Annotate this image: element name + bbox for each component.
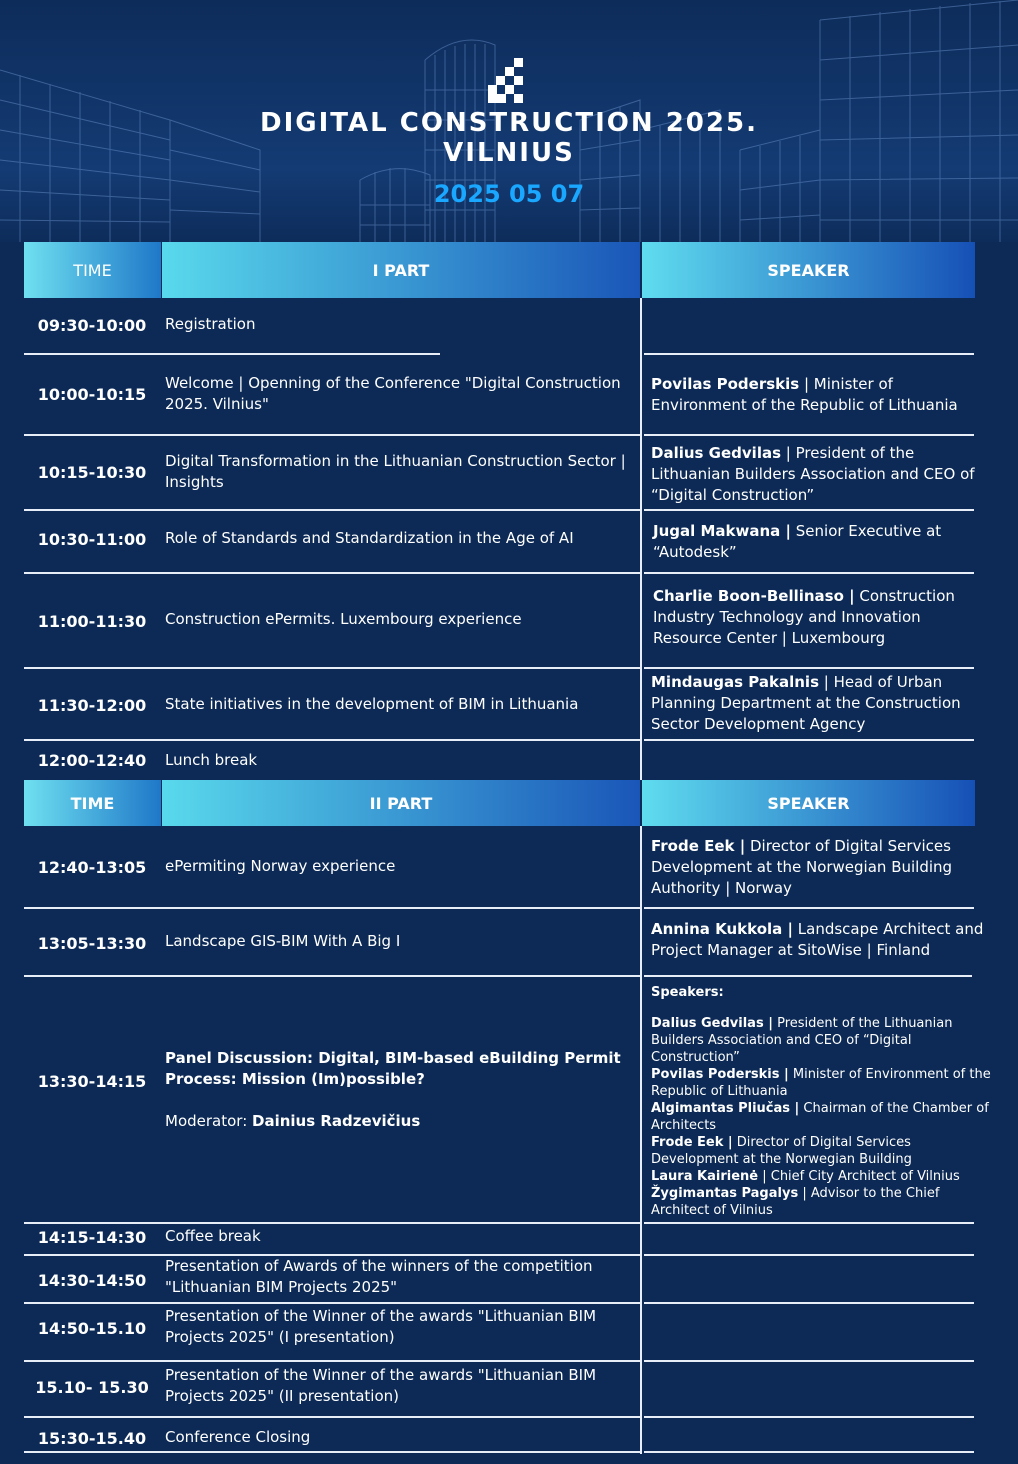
part1-speaker-header: SPEAKER [642,242,975,298]
speaker-role: | President of the Lithuanian Builders Association and CEO of “Digital Construction” [651,444,975,504]
row-session: Construction ePermits. Luxembourg experience [165,610,522,628]
row-divider [644,1360,974,1362]
speaker-name: Dalius Gedvilas | [651,1016,773,1031]
row-session: Conference Closing [165,1428,311,1446]
row-divider [24,509,640,511]
row-session: Coffee break [165,1227,261,1245]
row-time: 11:30-12:00 [37,696,147,715]
speaker-role: President of the Lithuanian Builders Association and CEO of “Digital Construction” [651,1016,953,1065]
panel-speaker [651,1168,991,1185]
row-divider [644,739,974,741]
row-time: 13:05-13:30 [37,934,147,953]
row-session: Presentation of the Winner of the awards "Lithuanian BIM Projects 2025" (II presentation) [165,1366,597,1405]
speaker-name: Žygimantas Pagalys [651,1186,799,1201]
conference-date: 2025 05 07 [433,180,585,208]
title-line-1: DIGITAL CONSTRUCTION 2025. [260,108,758,138]
row-divider [644,434,974,436]
row-divider [644,1416,974,1418]
row-session: Role of Standards and Standardization in the Age of AI [165,529,574,547]
row-time: 12:00-12:40 [37,751,147,770]
row-time: 11:00-11:30 [37,612,147,631]
speaker-name: Povilas Poderskis | [651,1067,789,1082]
speaker-name: Dalius Gedvilas [651,444,782,462]
speaker-role: Senior Executive at “Autodesk” [653,522,942,561]
row-divider [24,975,640,977]
speaker-name: Mindaugas Pakalnis [651,673,819,691]
row-divider [644,667,974,669]
speaker-role: | Minister of Environment of the Republic of Lithuania [651,375,958,414]
column-divider [640,826,642,1454]
row-time: 14:30-14:50 [37,1271,147,1290]
speaker-name: Povilas Poderskis [651,375,800,393]
speaker-name: Algimantas Pliučas | [651,1101,800,1116]
row-speaker [651,672,991,735]
part2-time-header: TIME [24,780,161,826]
row-session: Landscape GIS-BIM With A Big I [165,932,401,950]
part1-time-header: TIME [24,242,161,298]
row-speaker [651,836,991,899]
speaker-role: Director of Digital Services Development at the Norwegian Building [651,1135,912,1167]
speaker-name: Jugal Makwana | [653,522,791,540]
panel-title: Panel Discussion: Digital, BIM-based eBuilding Permit Process: Mission (Im)possible? [165,1049,621,1088]
row-divider [24,667,640,669]
row-time: 09:30-10:00 [37,316,147,335]
speaker-role: | Advisor to the Chief Architect of Vilnius [651,1186,940,1218]
speaker-role: Chairman of the Chamber of Architects [651,1101,989,1133]
speaker-role: | Head of Urban Planning Department at the Construction Sector Development Agency [651,673,961,733]
speaker-name: Frode Eek | [651,837,746,855]
speaker-role: | Chief City Architect of Vilnius [758,1169,960,1184]
row-divider [644,1451,974,1453]
row-time: 10:30-11:00 [37,530,147,549]
row-divider [24,739,640,741]
part2-part-header: II PART [162,780,640,826]
speaker-name: Frode Eek | [651,1135,733,1150]
panel-speaker [651,1015,991,1066]
panel-moderator [165,1111,635,1132]
speaker-role: Director of Digital Services Development at the Norwegian Building Authority | Norway [651,837,953,897]
speaker-role: Construction Industry Technology and Innovation Resource Center | Luxembourg [653,587,955,647]
row-speaker [651,443,991,506]
moderator-name: Dainius Radzevičius [252,1112,421,1130]
row-session: ePermiting Norway experience [165,857,396,875]
speakers-label: Speakers: [651,985,724,1000]
row-divider [644,975,972,977]
hero-banner [0,0,1018,242]
row-divider [644,1222,974,1224]
row-time: 14:15-14:30 [37,1228,147,1247]
row-session: Presentation of the Winner of the awards "Lithuanian BIM Projects 2025" (I presentation) [165,1307,597,1346]
row-session: Welcome | Openning of the Conference "Digital Construction 2025. Vilnius" [165,374,621,413]
row-session: Digital Transformation in the Lithuanian Construction Sector | Insights [165,452,626,491]
row-divider [24,353,440,355]
row-time: 12:40-13:05 [37,858,147,877]
speaker-name: Charlie Boon-Bellinaso | [653,587,855,605]
row-speaker [653,521,993,563]
row-speaker [651,919,991,961]
row-time: 14:50-15.10 [37,1319,147,1338]
row-divider [24,1222,640,1224]
row-speaker [651,374,991,416]
panel-speaker [651,1066,991,1100]
row-divider [24,1360,640,1362]
speaker-role: Minister of Environment of the Republic of Lithuania [651,1067,991,1099]
row-divider [644,1302,974,1304]
row-divider [24,1416,640,1418]
row-divider [644,509,974,511]
part1-part-header: I PART [162,242,640,298]
row-session: State initiatives in the development of BIM in Lithuania [165,695,579,713]
row-session: Presentation of Awards of the winners of the competition "Lithuanian BIM Projects 2025" [165,1257,593,1296]
row-time: 13:30-14:15 [37,1072,147,1091]
panel-speaker [651,1185,991,1219]
row-divider [24,572,640,574]
row-session: Registration [165,315,256,333]
row-divider [24,907,640,909]
row-divider [644,907,974,909]
speaker-name: Annina Kukkola | [651,920,793,938]
panel-speaker [651,1100,991,1134]
moderator-label: Moderator: [165,1112,253,1130]
row-session: Lunch break [165,751,258,769]
row-divider [644,1254,974,1256]
column-divider [640,298,642,780]
row-divider [24,434,640,436]
row-divider [644,572,974,574]
panel-speakers [651,984,991,1219]
conference-title [0,108,1018,168]
row-time: 15:30-15.40 [37,1429,147,1448]
title-line-2: VILNIUS [443,138,575,168]
row-speaker [653,586,993,649]
speaker-role: Landscape Architect and Project Manager at SitoWise | Finland [651,920,984,959]
row-time: 10:00-10:15 [37,385,147,404]
row-divider [24,1302,640,1304]
row-time: 10:15-10:30 [37,463,147,482]
speaker-name: Laura Kairienė [651,1169,759,1184]
row-divider [644,353,974,355]
row-time: 15.10- 15.30 [35,1378,149,1397]
part2-speaker-header: SPEAKER [642,780,975,826]
panel-speaker [651,1134,991,1168]
conference-logo-icon [488,58,524,104]
row-divider [24,1451,640,1453]
